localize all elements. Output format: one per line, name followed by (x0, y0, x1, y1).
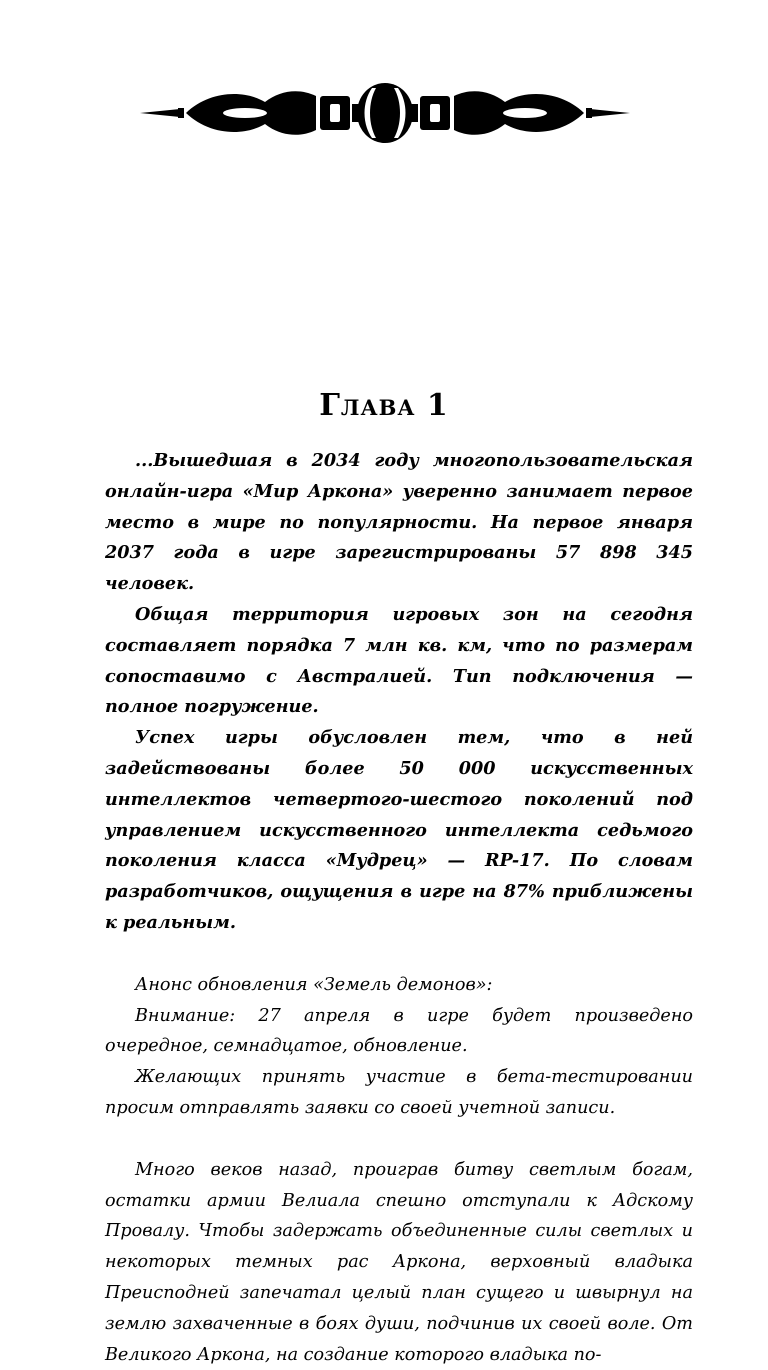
intro-paragraph: Общая территория игровых зон на сегодня составляет порядка 7 млн кв. км, что по размерам сопоставимо с Австралией. Тип подключения — полное погружение. (105, 603, 693, 718)
notice-paragraph: Внимание: 27 апреля в игре будет произведено очередное, семнадцатое, обновление. (105, 1005, 693, 1057)
chapter-body (105, 446, 693, 1370)
intro-paragraph: ...Вышедшая в 2034 году многопользовательская онлайн-игра «Мир Аркона» уверенно занимает первое место в мире по популярности. На первое января 2037 года в игре зарегистрированы 57 898 345 человек. (105, 450, 693, 595)
notice-heading: Анонс обновления «Земель демонов»: (135, 974, 493, 995)
update-notice-section (105, 970, 693, 1124)
notice-paragraph: Желающих принять участие в бета-тестировании просим отправлять заявки со своей учетной записи. (105, 1067, 693, 1118)
chapter-title: Глава 1 (319, 388, 449, 423)
intro-section (105, 446, 693, 939)
intro-paragraph: Успех игры обусловлен тем, что в ней задействованы более 50 000 искусственных интеллектов четвертого-шестого поколений под управлением искусственного интеллекта седьмого поколения класса «Мудрец» — RP-17. По словам разработчиков, ощущения в игре на 87% приближены к реальным. (105, 727, 693, 933)
decorative-ornament (140, 82, 630, 146)
story-section (105, 1155, 693, 1370)
story-paragraph: Много веков назад, проиграв битву светлым богам, остатки армии Велиала спешно отступали к Адскому Провалу. Чтобы задержать объединенные силы светлых и некоторых темных рас Аркона, верховный владыка Преисподней запечатал целый план сущего и швырнул на землю захваченные в боях души, подчинив их своей воле. От Великого Аркона, на создание которого владыка по- (105, 1159, 693, 1365)
